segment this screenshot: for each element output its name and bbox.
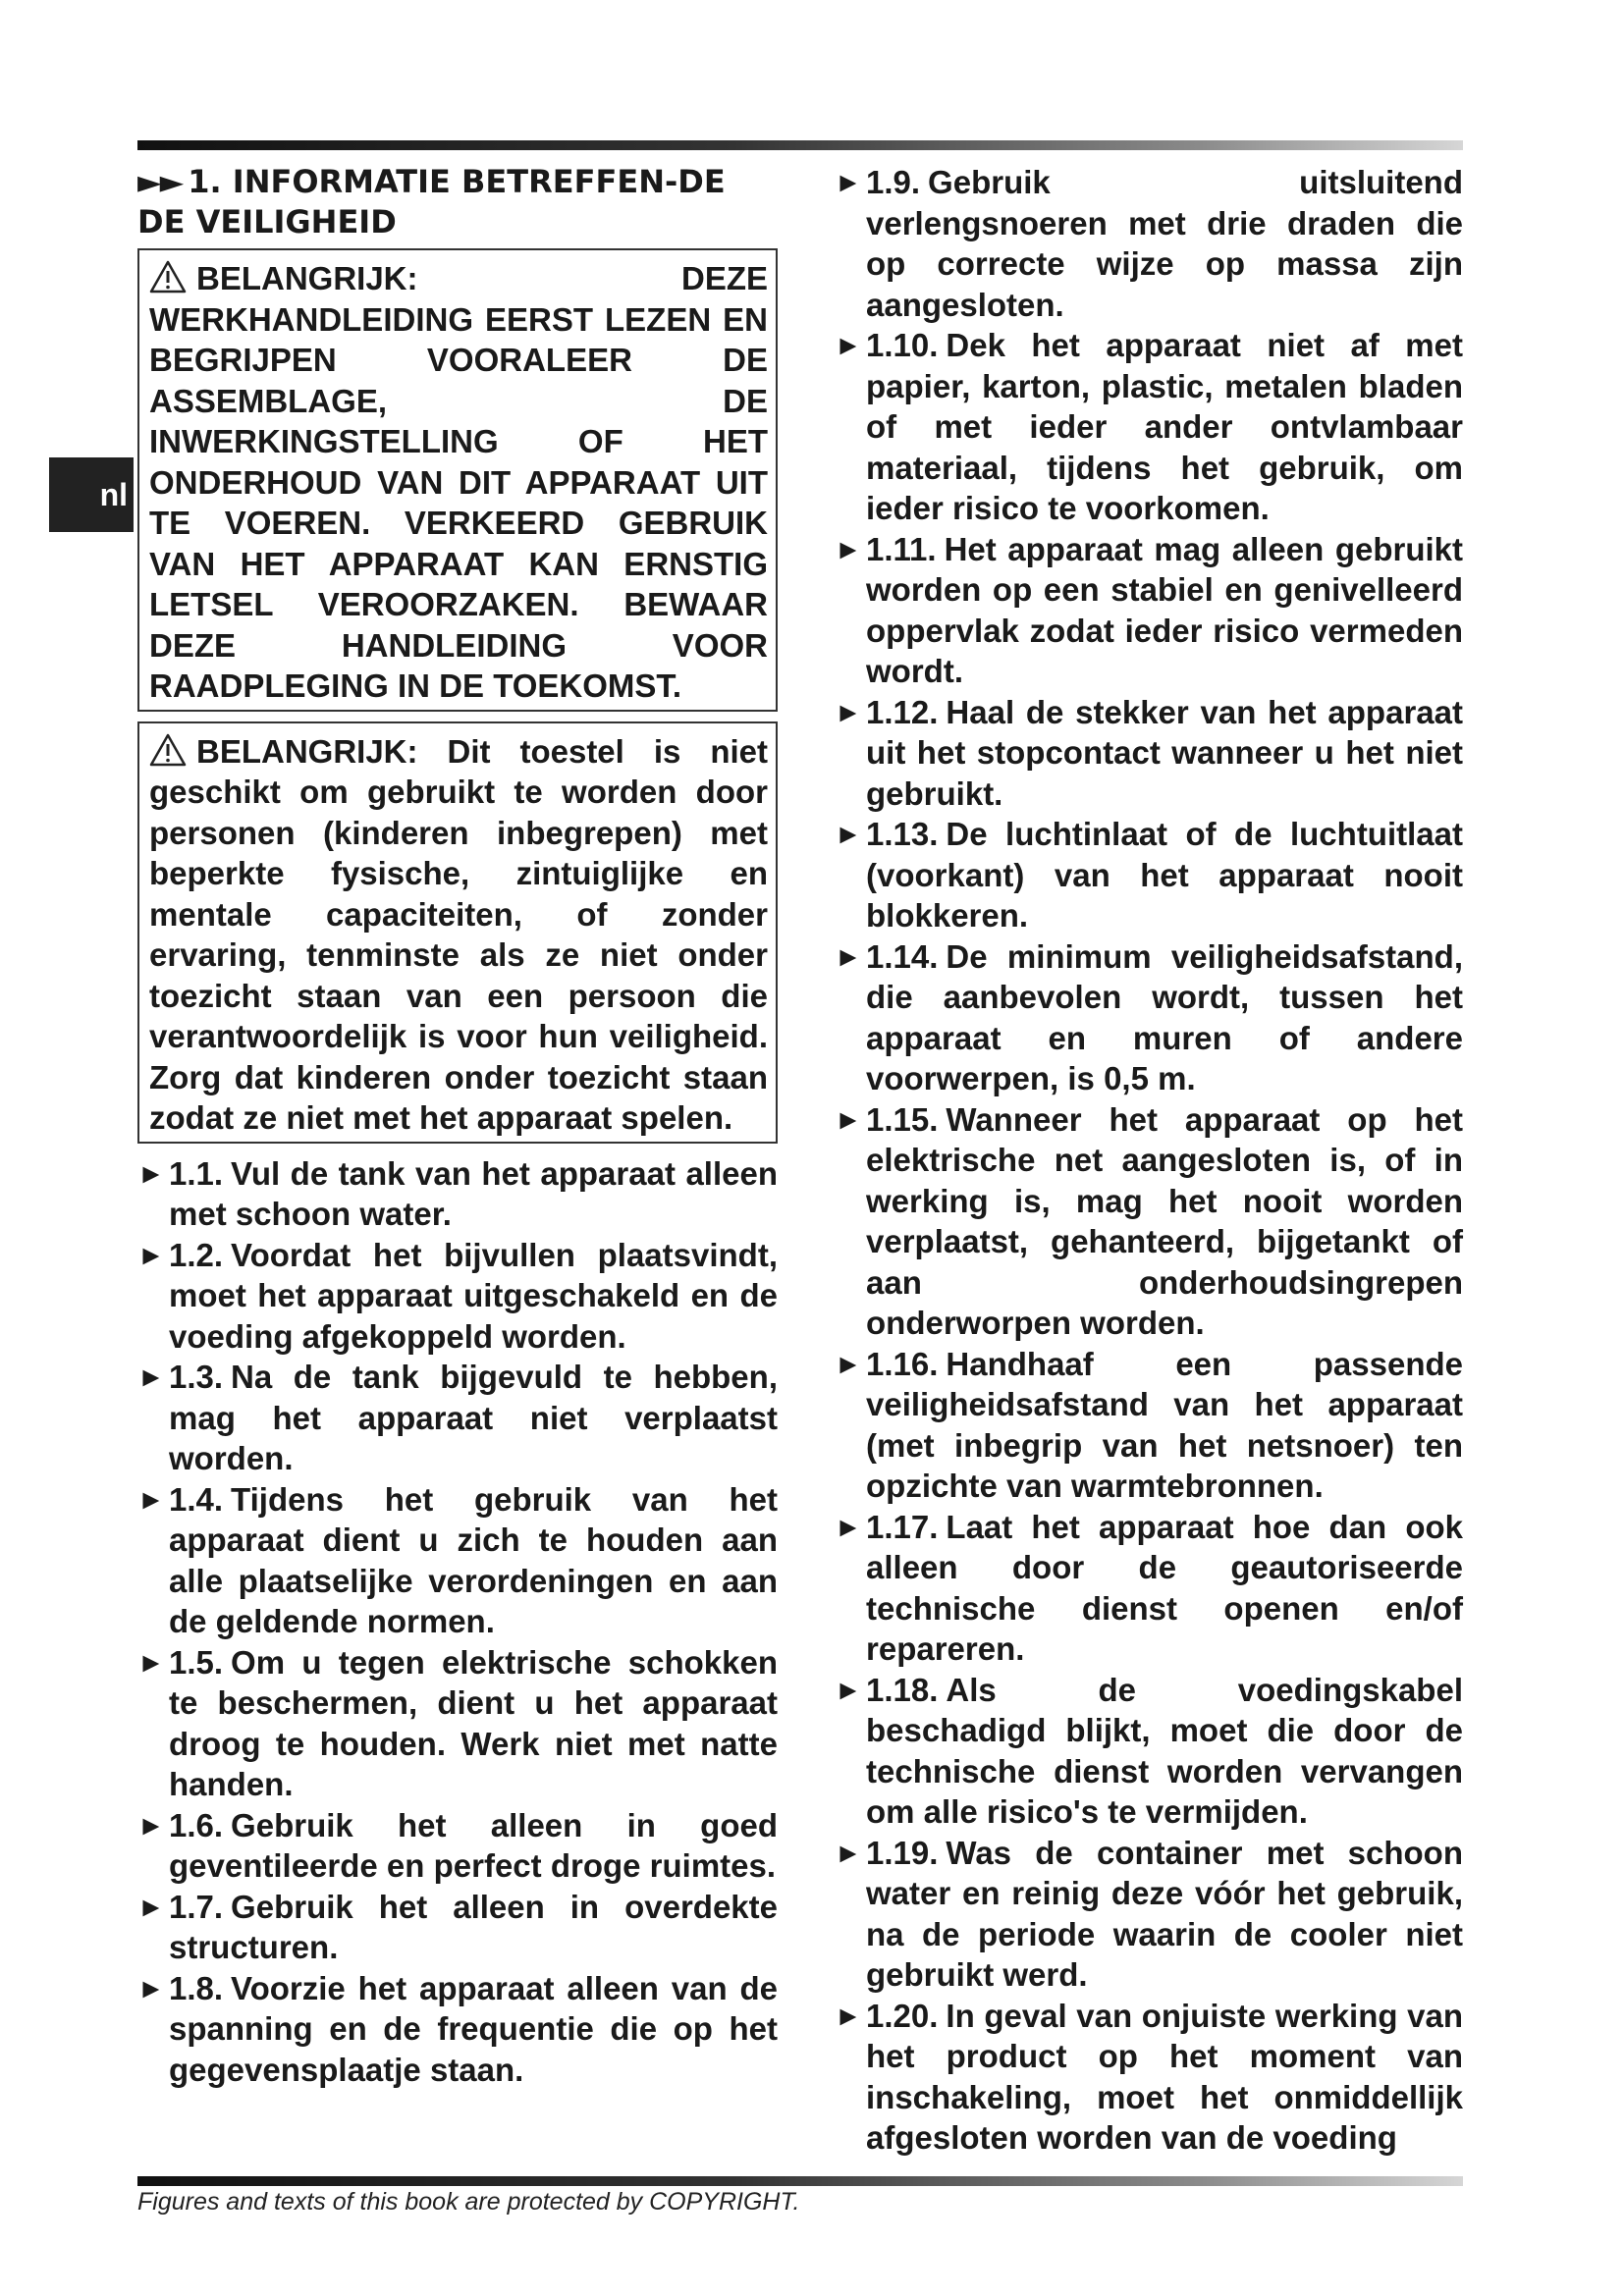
item-text: Na de tank bijgevuld te hebben, mag het apparaat niet verplaatst worden. — [169, 1359, 778, 1476]
item-number: 1.11. — [866, 530, 937, 567]
list-item — [835, 1996, 1463, 2159]
item-number: 1.3. — [169, 1359, 224, 1395]
item-text: Tijdens het gebruik van het apparaat dient u zich te houden aan alle plaatselijke verordeningen en aan de geldende normen. — [169, 1480, 778, 1639]
item-text: Vul de tank van het apparaat alleen met schoon water. — [169, 1154, 778, 1232]
bullet-arrow-icon: ► — [835, 1674, 862, 1705]
item-text: Dek het apparaat niet af met papier, karton, plastic, metalen bladen of met ieder ander ontvlambaar materiaal, tijdens het gebruik, om ieder risico te voorkomen. — [866, 327, 1463, 526]
bullet-arrow-icon: ► — [835, 940, 862, 972]
item-number: 1.12. — [866, 693, 939, 730]
top-divider — [137, 140, 1463, 150]
item-number: 1.7. — [169, 1888, 224, 1925]
language-tab — [49, 457, 134, 532]
bullet-arrow-icon: ► — [835, 533, 862, 564]
bullet-arrow-icon: ► — [137, 1239, 165, 1270]
warning-text-2: BELANGRIJK: Dit toestel is niet geschikt om gebruikt te worden door personen (kinderen inbegrepen) met beperkte fysische, zintuiglijke en mentale capaciteiten, of zonder ervaring, tenminste als ze niet onder toezicht staan van een persoon die verantwoordelijk is voor hun veiligheid. Zorg dat kinderen onder toezicht staan zodat ze niet met het apparaat spelen. — [149, 732, 768, 1136]
item-number: 1.9. — [866, 164, 921, 200]
item-number: 1.1. — [169, 1154, 224, 1192]
bullet-arrow-icon: ► — [137, 1362, 165, 1392]
item-number: 1.2. — [169, 1236, 224, 1273]
item-text: Was de container met schoon water en reinig deze vóór het gebruik, na de periode waarin de cooler niet gebruikt werd. — [866, 1834, 1463, 1993]
list-item — [835, 936, 1463, 1099]
bullet-arrow-icon: ► — [835, 1511, 862, 1542]
list-item — [137, 1887, 778, 1968]
item-text: De luchtinlaat of de luchtuitlaat (voorkant) van het apparaat nooit blokkeren. — [866, 816, 1463, 934]
bottom-divider — [137, 2176, 1463, 2186]
bullet-arrow-icon: ► — [137, 1891, 165, 1922]
item-text: Gebruik uitsluitend verlengsnoeren met drie draden die op correcte wijze op massa zijn aangesloten. — [866, 164, 1463, 323]
item-text: Om u tegen elektrische schokken te beschermen, dient u het apparaat droog te houden. Werk niet met natte handen. — [169, 1643, 778, 1802]
list-item — [137, 1479, 778, 1642]
warning-text-1: BELANGRIJK: DEZE WERKHANDLEIDING EERST LEZEN EN BEGRIJPEN VOORALEER DE ASSEMBLAGE, DE INWERKINGSTELLING OF HET ONDERHOUD VAN DIT APPARAAT UIT TE VOEREN. VERKEERD GEBRUIK VAN HET APPARAAT KAN ERNSTIG LETSEL VEROORZAKEN. BEWAAR DEZE HANDLEIDING VOOR RAADPLEGING IN DE TOEKOMST. — [149, 260, 768, 704]
item-text: De minimum veiligheidsafstand, die aanbevolen wordt, tussen het apparaat en muren of andere voorwerpen, is 0,5 m. — [866, 937, 1463, 1096]
bullet-arrow-icon: ► — [835, 1837, 862, 1868]
list-item — [835, 1670, 1463, 1833]
bullet-arrow-icon: ► — [137, 1809, 165, 1841]
list-item — [835, 1344, 1463, 1507]
bullet-arrow-icon: ► — [137, 1483, 165, 1515]
item-number: 1.17. — [866, 1508, 939, 1545]
item-text: Wanneer het apparaat op het elektrische net aangesloten is, of in werking is, mag het nooit worden verplaatst, gehanteerd, bijgetankt of aan onderhoudsingrepen onderworpen worden. — [866, 1100, 1463, 1341]
item-text: Haal de stekker van het apparaat uit het stopcontact wanneer u het niet gebruikt. — [866, 693, 1463, 812]
list-item — [835, 162, 1463, 325]
item-text: Gebruik het alleen in overdekte structuren. — [169, 1888, 778, 1965]
list-item — [835, 529, 1463, 692]
item-number: 1.10. — [866, 327, 939, 363]
section-title — [137, 162, 778, 242]
list-item — [137, 1805, 778, 1887]
warning-box-1 — [137, 248, 778, 712]
item-number: 1.8. — [169, 1969, 224, 2006]
item-number: 1.6. — [169, 1806, 224, 1843]
item-number: 1.16. — [866, 1345, 939, 1382]
item-text: In geval van onjuiste werking van het product op het moment van inschakeling, moet het onmiddellijk afgesloten worden van de voeding — [866, 1997, 1463, 2156]
item-text: Als de voedingskabel beschadigd blijkt, moet die door de technische dienst worden vervangen om alle risico's te vermijden. — [866, 1671, 1463, 1830]
item-text: Laat het apparaat hoe dan ook alleen door de geautoriseerde technische dienst openen en/of repareren. — [866, 1508, 1463, 1667]
item-text: Voordat het bijvullen plaatsvindt, moet het apparaat uitgeschakeld en de voeding afgekoppeld worden. — [169, 1236, 778, 1355]
item-number: 1.14. — [866, 937, 939, 975]
list-item — [835, 1833, 1463, 1996]
list-item — [835, 814, 1463, 936]
section-title-text: 1. INFORMATIE BETREFFEN-DE DE VEILIGHEID — [137, 163, 726, 240]
item-number: 1.18. — [866, 1671, 939, 1708]
item-number: 1.15. — [866, 1100, 939, 1138]
bullet-arrow-icon: ► — [835, 1103, 862, 1135]
safety-list-right — [835, 162, 1463, 2159]
bullet-arrow-icon: ► — [835, 167, 862, 197]
bullet-arrow-icon: ► — [835, 1348, 862, 1379]
warning-triangle-icon — [149, 260, 187, 294]
copyright-notice: Figures and texts of this book are protected by COPYRIGHT. — [137, 2188, 800, 2216]
bullet-arrow-icon: ► — [835, 819, 862, 849]
section-arrows: ►► — [137, 163, 183, 200]
list-item — [835, 1507, 1463, 1670]
item-text: Het apparaat mag alleen gebruikt worden op een stabiel en genivelleerd oppervlak zodat ieder risico vermeden wordt. — [866, 530, 1463, 689]
item-number: 1.19. — [866, 1834, 939, 1871]
bullet-arrow-icon: ► — [137, 1646, 165, 1678]
list-item — [835, 325, 1463, 529]
list-item — [137, 1642, 778, 1805]
language-tab-label: nl — [99, 476, 128, 512]
item-text: Voorzie het apparaat alleen van de spanning en de frequentie die op het gegevensplaatje staan. — [169, 1969, 778, 2088]
warning-triangle-icon — [149, 733, 187, 767]
bullet-arrow-icon: ► — [137, 1157, 165, 1189]
right-column — [835, 162, 1463, 2159]
bullet-arrow-icon: ► — [137, 1972, 165, 2003]
item-number: 1.5. — [169, 1643, 224, 1681]
bullet-arrow-icon: ► — [835, 330, 862, 360]
list-item — [137, 1235, 778, 1358]
left-column — [137, 162, 778, 2090]
item-number: 1.4. — [169, 1480, 224, 1518]
safety-list-left — [137, 1153, 778, 2091]
item-text: Handhaaf een passende veiligheidsafstand van het apparaat (met inbegrip van het netsnoer) ten opzichte van warmtebronnen. — [866, 1345, 1463, 1504]
list-item — [137, 1357, 778, 1479]
warning-box-2 — [137, 721, 778, 1144]
list-item — [137, 1153, 778, 1235]
list-item — [835, 692, 1463, 815]
list-item — [137, 1968, 778, 2091]
list-item — [835, 1099, 1463, 1344]
item-number: 1.20. — [866, 1997, 939, 2034]
item-text: Gebruik het alleen in goed geventileerde en perfect droge ruimtes. — [169, 1806, 778, 1884]
bullet-arrow-icon: ► — [835, 2000, 862, 2031]
item-number: 1.13. — [866, 816, 939, 852]
bullet-arrow-icon: ► — [835, 696, 862, 727]
